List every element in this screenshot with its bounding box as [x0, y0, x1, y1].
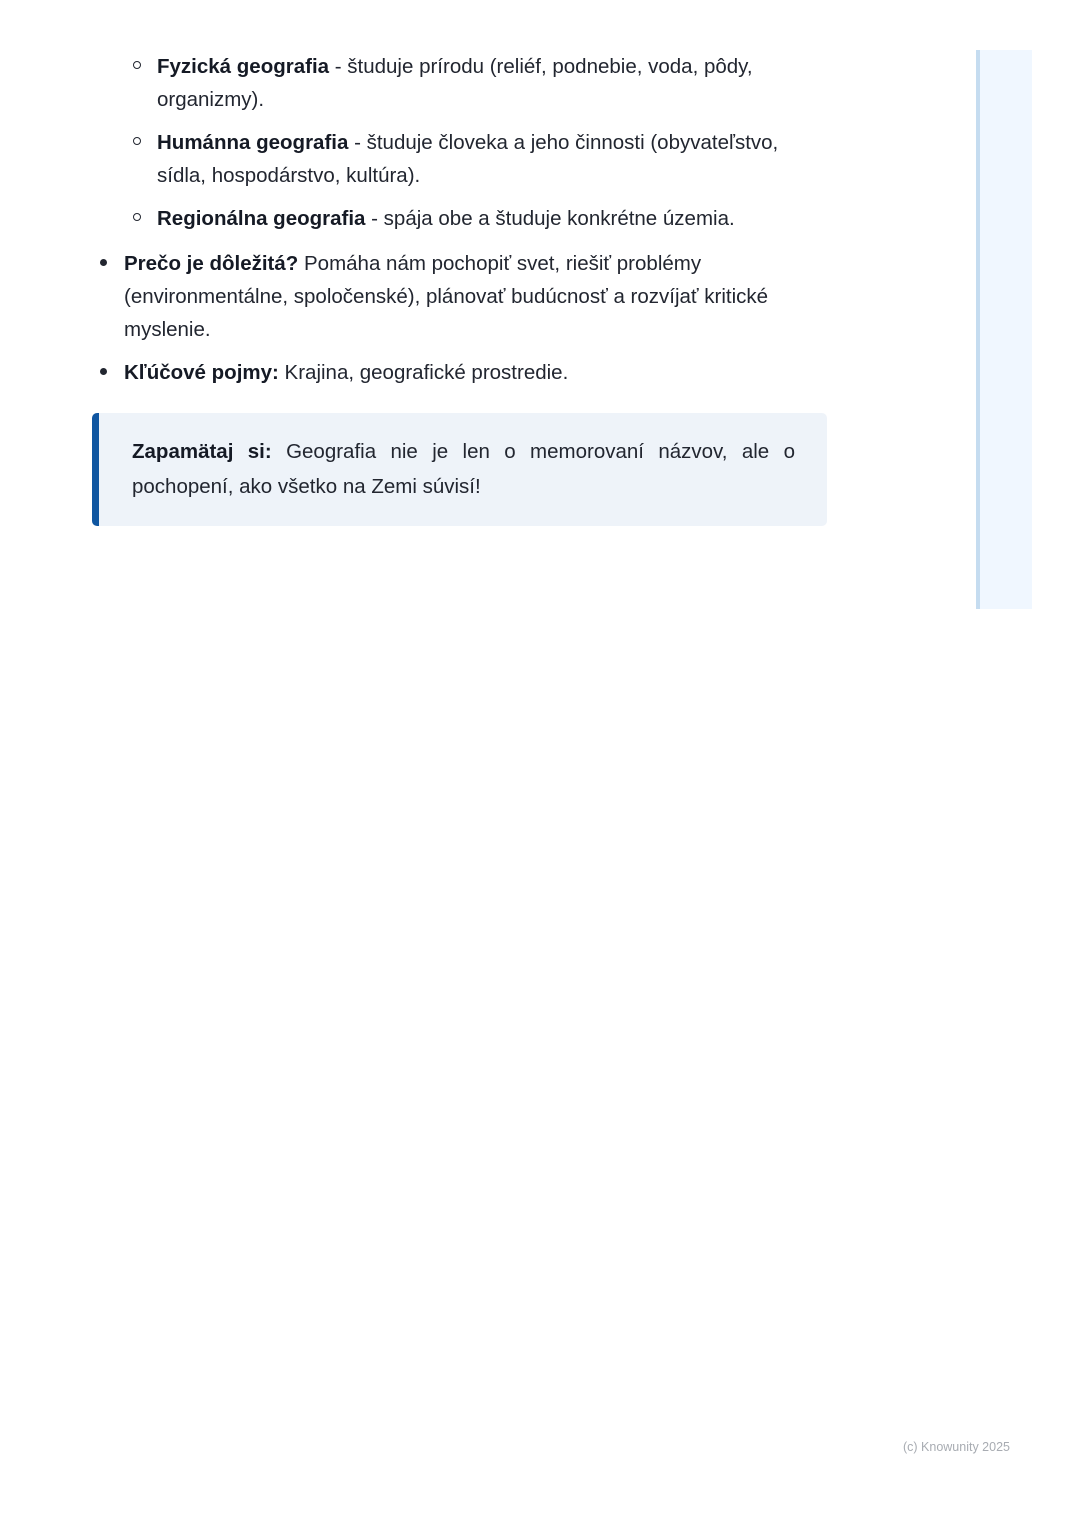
circle-bullet-icon — [133, 213, 141, 221]
disc-bullet-icon — [100, 259, 107, 266]
subtopic-title: Regionálna geografia — [157, 207, 366, 230]
note-label: Zapamätaj si: — [132, 440, 272, 463]
point-text: Pomáha nám pochopiť svet, riešiť problémy (environmentálne, spoločenské), plánovať budúcnosť a rozvíjať kritické myslenie. — [124, 252, 769, 341]
subtopic-text: - študuje prírodu (reliéf, podnebie, voda, pôdy, organizmy). — [157, 55, 753, 111]
subtopic-list — [92, 50, 827, 235]
disc-bullet-icon — [100, 368, 107, 375]
main-content — [92, 50, 827, 526]
point-text: Krajina, geografické prostredie. — [278, 361, 569, 384]
circle-bullet-icon — [133, 137, 141, 145]
note-text: Geografia nie je len o memorovaní názvov, ale o pochopení, ako všetko na Zemi súvisí! — [132, 440, 795, 498]
point-list — [92, 247, 827, 389]
remember-note — [92, 413, 827, 526]
list-item — [124, 356, 827, 389]
list-item — [157, 50, 827, 116]
subtopic-title: Humánna geografia — [157, 131, 349, 154]
list-item — [157, 126, 827, 192]
list-item — [157, 202, 827, 235]
subtopic-title: Fyzická geografia — [157, 55, 330, 78]
point-title: Prečo je dôležitá? — [124, 252, 299, 275]
subtopic-text: - študuje človeka a jeho činnosti (obyvateľstvo, sídla, hospodárstvo, kultúra). — [157, 131, 779, 187]
side-panel — [976, 50, 1032, 609]
footer-copyright: (c) Knowunity 2025 — [902, 1440, 1010, 1454]
list-item — [124, 247, 827, 346]
point-title: Kľúčové pojmy: — [124, 361, 279, 384]
circle-bullet-icon — [133, 61, 141, 69]
subtopic-text: - spája obe a študuje konkrétne územia. — [365, 207, 735, 230]
